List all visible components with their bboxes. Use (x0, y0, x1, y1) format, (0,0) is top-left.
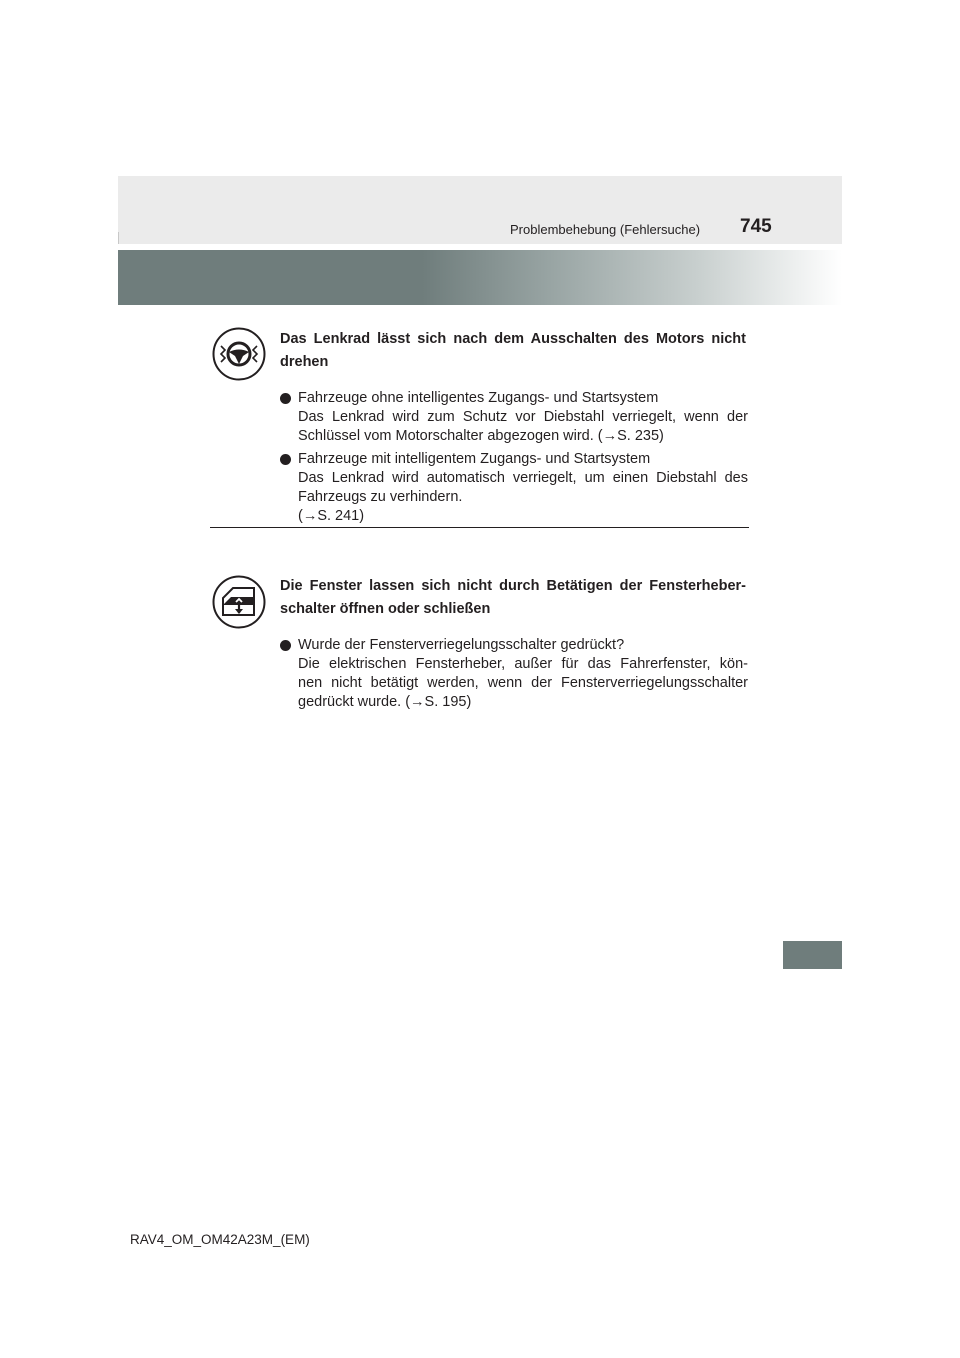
page-number: 745 (740, 216, 772, 237)
section-heading-steering: Das Lenkrad lässt sich nach dem Ausschalten des Motors nicht drehen (280, 331, 746, 370)
bullet-dot (280, 393, 291, 404)
chapter-gradient-bar (118, 250, 842, 305)
bullet-line: gedrückt wurde. (→S. 195) (298, 694, 472, 710)
chapter-side-tab (783, 941, 842, 969)
bullet-title: Fahrzeuge ohne intelligentes Zugangs- und Startsystem (298, 390, 659, 406)
bullet-title: Fahrzeuge mit intelligentem Zugangs- und Startsystem (298, 451, 651, 467)
section-divider (210, 527, 749, 528)
document-code: RAV4_OM_OM42A23M_(EM) (130, 1232, 310, 1247)
bullet-line: (→S. 241) (298, 508, 365, 524)
bullet-dot (280, 640, 291, 651)
bullet-line: Die elektrischen Fensterheber, außer für das Fahrerfenster, kön- (298, 656, 748, 672)
bullet-line: Das Lenkrad wird zum Schutz vor Diebstahl verriegelt, wenn der (298, 409, 748, 425)
bullet-line: Das Lenkrad wird automatisch verriegelt, um einen Diebstahl des (298, 470, 748, 486)
bullet-line: Fahrzeugs zu verhindern. (298, 489, 463, 505)
bullet-line: Schlüssel vom Motorschalter abgezogen wird. (→S. 235) (298, 428, 664, 444)
section-title: Problembehebung (Fehlersuche) (510, 222, 701, 237)
bullet-dot (280, 454, 291, 465)
bullet-item (280, 636, 748, 712)
power-window-icon (212, 575, 266, 629)
steering-wheel-lock-icon (212, 327, 266, 381)
section-heading-windows: Die Fenster lassen sich nicht durch Betätigen der Fensterheber-schalter öffnen oder schließen (280, 578, 746, 617)
bullet-item (280, 389, 748, 446)
header-tick (118, 232, 119, 244)
bullet-item (280, 450, 748, 526)
bullet-line: nen nicht betätigt werden, wenn der Fensterverriegelungsschalter (298, 675, 748, 691)
bullet-title: Wurde der Fensterverriegelungsschalter gedrückt? (298, 637, 625, 653)
header-band (118, 176, 842, 244)
